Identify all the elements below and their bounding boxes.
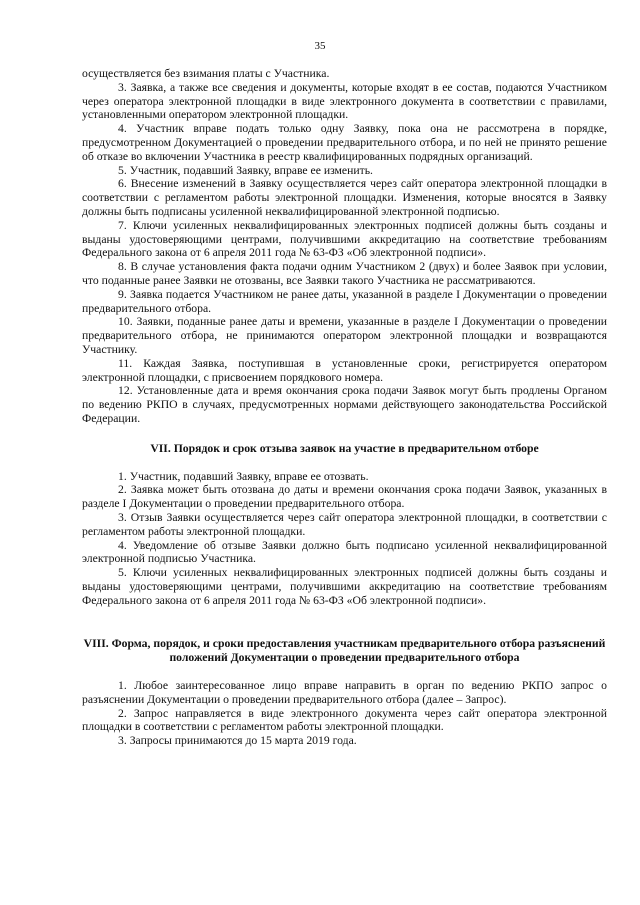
- section-heading-viii: VIII. Форма, порядок, и сроки предоставления участникам предварительного отбора разъяснений положений Документации о проведении предварительного отбора: [83, 637, 606, 665]
- section-heading-vii: VII. Порядок и срок отзыва заявок на участие в предварительном отборе: [150, 441, 539, 455]
- page-content: [82, 67, 607, 748]
- paragraph: 11. Каждая Заявка, поступившая в установленные сроки, регистрируется оператором электронной площадки, с присвоением порядкового номера.: [82, 356, 607, 384]
- paragraph: осуществляется без взимания платы с Участника.: [82, 67, 330, 80]
- paragraph: 6. Внесение изменений в Заявку осуществляется через сайт оператора электронной площадки в соответствии с регламентом работы электронной площадки. Изменения, которые вносятся в Заявку должны быть подписаны усиленной неквалифицированной электронной подписью.: [82, 177, 607, 218]
- paragraph: 2. Заявка может быть отозвана до даты и времени окончания срока подачи Заявок, указанных в разделе I Документации о проведении предварительного отбора.: [82, 483, 607, 511]
- paragraph: 9. Заявка подается Участником не ранее даты, указанной в разделе I Документации о проведении предварительного отбора.: [82, 287, 607, 315]
- paragraph: 3. Отзыв Заявки осуществляется через сайт оператора электронной площадки, в соответствии с регламентом работы электронной площадки.: [82, 510, 607, 538]
- paragraph: 1. Любое заинтересованное лицо вправе направить в орган по ведению РКПО запрос о разъяснении Документации о проведении предварительного отбора (далее – Запрос).: [82, 679, 607, 706]
- page-number: 35: [314, 40, 326, 52]
- paragraph: 3. Запросы принимаются до 15 марта 2019 года.: [118, 734, 357, 748]
- paragraph: 5. Участник, подавший Заявку, вправе ее изменить.: [118, 163, 373, 177]
- paragraph: 12. Установленные дата и время окончания срока подачи Заявок могут быть продлены Органом по ведению РКПО в случаях, предусмотренных нормами действующего законодательства Российской Федерации.: [82, 384, 607, 425]
- paragraph: 4. Участник вправе подать только одну Заявку, пока она не рассмотрена в порядке, предусмотренном Документацией о проведении предварительного отбора, и по ней не принято решение об отказе во включении Участника в реестр квалифицированных подрядных организаций.: [82, 122, 607, 163]
- paragraph: 1. Участник, подавший Заявку, вправе ее отозвать.: [118, 469, 369, 483]
- paragraph: 8. В случае установления факта подачи одним Участником 2 (двух) и более Заявок при условии, что поданные ранее Заявки не отозваны, все Заявки такого Участника не рассматриваются.: [82, 260, 607, 287]
- paragraph: 4. Уведомление об отзыве Заявки должно быть подписано усиленной неквалифицированной электронной подписью Участника.: [82, 538, 607, 566]
- paragraph: 10. Заявки, поданные ранее даты и времени, указанные в разделе I Документации о проведении предварительного отбора, не принимаются оператором электронной площадки и возвращаются Участнику.: [82, 315, 607, 356]
- paragraph: 2. Запрос направляется в виде электронного документа через сайт оператора электронной площадки в соответствии с регламентом работы электронной площадки.: [82, 706, 607, 734]
- paragraph: 3. Заявка, а также все сведения и документы, которые входят в ее состав, подаются Участником через оператора электронной площадки в виде электронного документа в соответствии с правилами, установленными оператором электронной площадки.: [82, 80, 607, 122]
- paragraph: 5. Ключи усиленных неквалифицированных электронных подписей должны быть созданы и выданы удостоверяющими центрами, получившими аккредитацию на соответствие требованиям Федерального закона от 6 апреля 2011 года № 63-ФЗ «Об электронной подписи».: [82, 566, 607, 607]
- paragraph: 7. Ключи усиленных неквалифицированных электронных подписей должны быть созданы и выданы удостоверяющими центрами, получившими аккредитацию на соответствие требованиям Федерального закона от 6 апреля 2011 года № 63-ФЗ «Об электронной подписи».: [82, 218, 607, 260]
